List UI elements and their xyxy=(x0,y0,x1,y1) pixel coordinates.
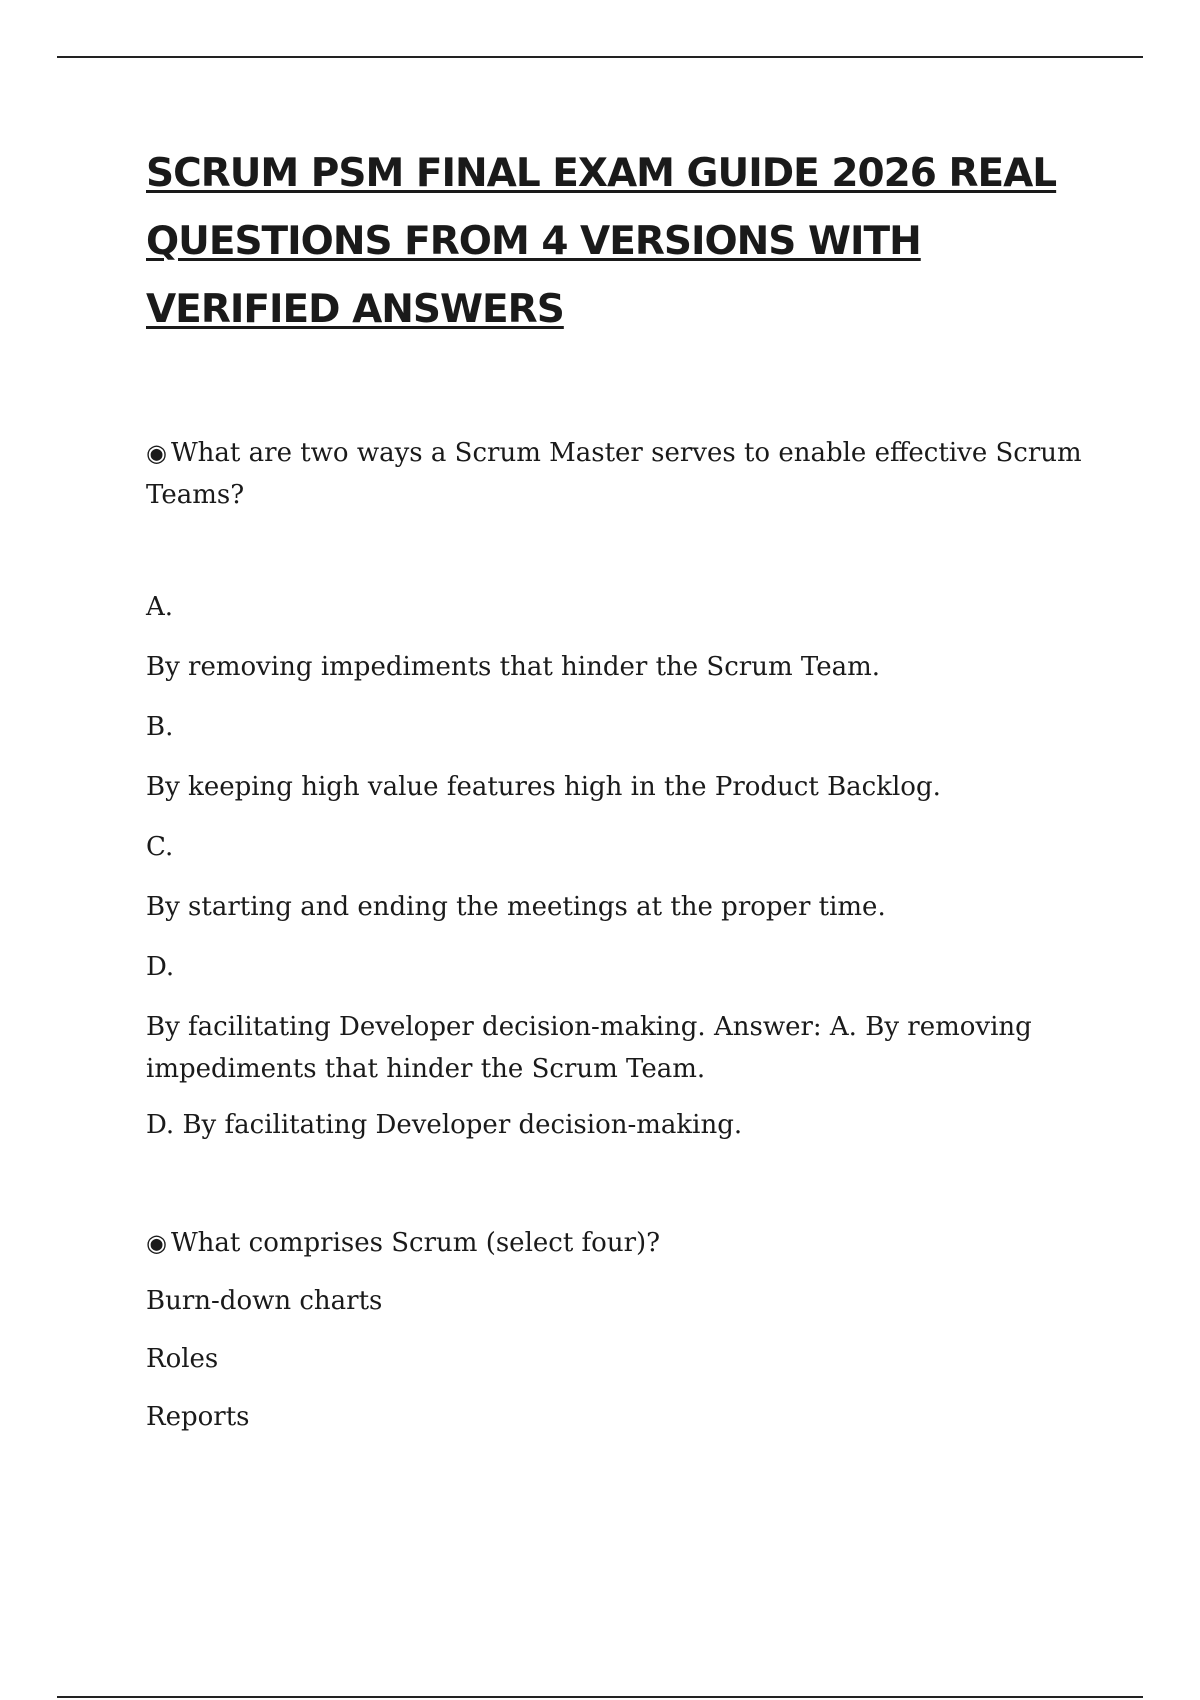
option-a-letter: A. xyxy=(146,592,174,622)
option-c-letter: C. xyxy=(146,832,174,862)
bottom-rule xyxy=(57,1696,1143,1698)
option-c-text: By starting and ending the meetings at the proper time. xyxy=(146,892,886,922)
question-2-text: What comprises Scrum (select four)? xyxy=(170,1228,661,1258)
question-1 xyxy=(146,432,1096,516)
radio-bullet-icon: ◉ xyxy=(146,439,167,467)
option-b-text: By keeping high value features high in the Product Backlog. xyxy=(146,772,941,802)
question-1-text: What are two ways a Scrum Master serves to enable effective Scrum Teams? xyxy=(146,438,1082,510)
page-content xyxy=(146,140,1096,1438)
option-d-letter: D. xyxy=(146,952,175,982)
radio-bullet-icon: ◉ xyxy=(146,1229,167,1257)
list-item: Reports xyxy=(146,1402,250,1432)
document-title: SCRUM PSM FINAL EXAM GUIDE 2026 REAL QUESTIONS FROM 4 VERSIONS WITH VERIFIED ANSWERS xyxy=(146,151,1057,332)
option-b-letter: B. xyxy=(146,712,174,742)
answer-continuation: D. By facilitating Developer decision-making. xyxy=(146,1110,743,1140)
list-item: Roles xyxy=(146,1344,219,1374)
top-rule xyxy=(57,56,1143,58)
question-2 xyxy=(146,1222,1096,1264)
list-item: Burn-down charts xyxy=(146,1286,383,1316)
option-d-text: By facilitating Developer decision-making. Answer: A. By removing impediments that hinder the Scrum Team. xyxy=(146,1012,1032,1084)
option-a-text: By removing impediments that hinder the Scrum Team. xyxy=(146,652,881,682)
